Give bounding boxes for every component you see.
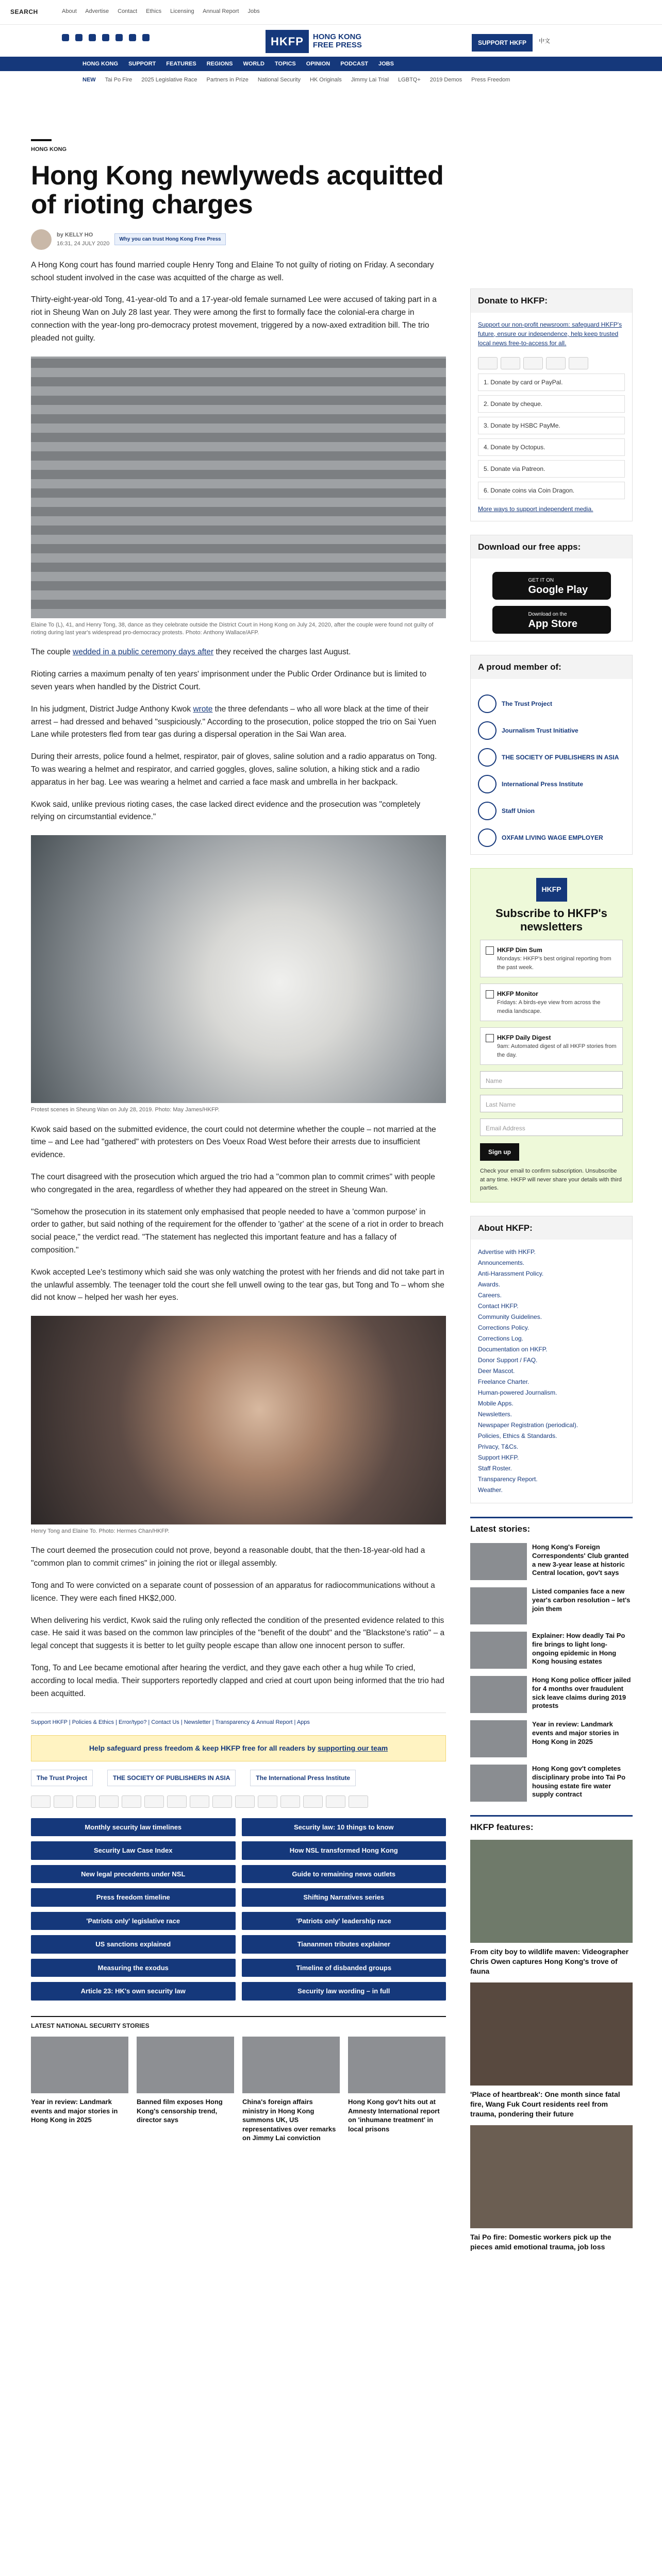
donate-option[interactable]: 6. Donate coins via Coin Dragon. (478, 482, 625, 499)
guide-button[interactable]: Security law: 10 things to know (242, 1818, 446, 1837)
subnav-item[interactable]: 2025 Legislative Race (141, 76, 197, 83)
apps-box (470, 535, 633, 642)
latest-item[interactable] (470, 1543, 633, 1580)
site-header (0, 0, 662, 57)
app-big: Google Play (528, 584, 588, 596)
utility-bar (0, 0, 662, 25)
latest-headline[interactable]: Listed companies face a new year's carbon resolution – let's join them (532, 1587, 631, 1613)
latest-security-heading: LATEST NATIONAL SECURITY STORIES (31, 2016, 446, 2030)
photo-caption: Elaine To (L), 41, and Henry Tong, 38, dance as they celebrate outside the District Court in Hong Kong on July 24, 2020, after the couple were found not guilty of rioting during last year's widespread pro-democracy protests. Photo: Anthony Wallace/AFP. (31, 621, 434, 636)
option-name: HKFP Monitor (497, 990, 538, 998)
newsletter-note: Check your email to confirm subscription. Unsubscribe at any time. HKFP will never share your details with third parties. (480, 1168, 622, 1192)
paypal-icon[interactable] (546, 357, 566, 369)
guide-button[interactable]: Timeline of disbanded groups (242, 1959, 446, 1977)
subnav-item[interactable]: National Security (257, 76, 301, 83)
member-logo[interactable] (478, 748, 625, 767)
article-body (31, 259, 446, 1701)
about-link[interactable]: Newsletters. (478, 1411, 512, 1418)
paragraph: Thirty-eight-year-old Tong, 41-year-old To and a 17-year-old female surnamed Lee were accused of taking part in a riot in Sheung Wan on July 28 last year. They were among the first to formally face the colonial-era charge in connection with the year-long pro-democracy protest movement, triggered by a now-axed extradition bill. The trio pleaded not guilty. (31, 295, 437, 343)
feature-item[interactable] (470, 1840, 633, 1976)
latest-thumbnail (470, 1676, 527, 1713)
email-input[interactable]: Email Address (480, 1118, 623, 1136)
story-card[interactable] (31, 2037, 128, 2143)
option-name: HKFP Dim Sum (497, 946, 542, 954)
donate-option[interactable]: 2. Donate by cheque. (478, 395, 625, 413)
paragraph: Kwok said, unlike previous rioting cases, the case lacked direct evidence and the prosecution was "completely relying on circumstantial evidence." (31, 800, 421, 822)
instagram-icon[interactable] (89, 34, 96, 41)
utility-link[interactable]: Ethics (146, 8, 162, 14)
latest-security-list (31, 2037, 446, 2143)
mastercard-icon[interactable] (54, 1795, 73, 1808)
support-banner (31, 1735, 446, 1761)
donate-option[interactable]: 1. Donate by card or PayPal. (478, 374, 625, 391)
newsletter-logo: HKFP (536, 878, 567, 902)
story-thumbnail (31, 2037, 128, 2093)
feature-image (470, 1982, 633, 2086)
oxfam-icon (478, 828, 496, 847)
story-thumbnail (348, 2037, 445, 2093)
about-link[interactable]: Documentation on HKFP. (478, 1346, 548, 1353)
member-logo[interactable] (478, 775, 625, 793)
site-logo[interactable] (266, 27, 397, 56)
nav-item[interactable]: JOBS (378, 60, 394, 67)
author-avatar (31, 229, 52, 250)
member-box (470, 655, 633, 855)
feature-item[interactable] (470, 2125, 633, 2252)
latest-stories (470, 1517, 633, 1802)
subnav-item[interactable]: Jimmy Lai Trial (351, 76, 389, 83)
feature-item[interactable] (470, 1982, 633, 2119)
story-card[interactable] (242, 2037, 340, 2143)
about-link[interactable]: Announcements. (478, 1259, 525, 1267)
latest-thumbnail (470, 1632, 527, 1669)
google-play-button[interactable] (492, 572, 611, 600)
newsletter-option[interactable] (480, 984, 623, 1021)
about-link[interactable]: Transparency Report. (478, 1476, 538, 1483)
ipi-icon (478, 775, 496, 793)
mastercard-icon[interactable] (501, 357, 520, 369)
last-name-input[interactable]: Last Name (480, 1095, 623, 1112)
payment-methods (31, 1795, 446, 1808)
inline-link[interactable]: wedded in a public ceremony days after (73, 648, 214, 657)
sub-nav (0, 71, 662, 89)
partner-logos (31, 1770, 446, 1786)
guide-button[interactable]: Tiananmen tributes explainer (242, 1935, 446, 1954)
page-title: Hong Kong newlyweds acquitted of rioting charges (31, 160, 444, 219)
subnav-item[interactable]: Tai Po Fire (105, 76, 133, 83)
utility-link[interactable]: Jobs (247, 8, 260, 14)
about-link[interactable]: Staff Roster. (478, 1465, 512, 1472)
member-name: Staff Union (502, 807, 535, 815)
main-nav (0, 57, 662, 71)
visa-icon[interactable] (478, 357, 498, 369)
sopa-icon (478, 748, 496, 767)
latest-item[interactable] (470, 1720, 633, 1757)
youtube-icon[interactable] (102, 34, 109, 41)
story-title[interactable]: Hong Kong gov't hits out at Amnesty International report on 'inhumane treatment' in local prisons (348, 2097, 440, 2133)
donate-title: Donate to HKFP: (471, 289, 632, 313)
guide-button[interactable]: Shifting Narratives series (242, 1888, 446, 1907)
story-card[interactable] (137, 2037, 234, 2143)
text: they received the charges last August. (213, 648, 351, 657)
member-name: OXFAM LIVING WAGE EMPLOYER (502, 834, 603, 841)
about-box (470, 1216, 633, 1504)
nav-item[interactable]: FEATURES (166, 60, 196, 67)
social-icons (62, 34, 150, 41)
about-title: About HKFP: (471, 1216, 632, 1240)
utility-link[interactable]: About (62, 8, 77, 14)
guide-button[interactable]: US sanctions explained (31, 1935, 236, 1954)
paragraph (31, 646, 446, 659)
signup-button[interactable]: Sign up (480, 1143, 519, 1161)
subnav-item[interactable]: HK Originals (309, 76, 342, 83)
paragraph: When delivering his verdict, Kwok said the ruling only reflected the condition of the presented evidence related to this case. He said it was based on the common law principles of the "benefit of the doubt" and the "Blackstone's ratio" – a legal concept that suggests it is better to let guilty people escape than allow one innocent person to suffer. (31, 1616, 445, 1651)
applepay-icon[interactable] (122, 1795, 141, 1808)
paragraph: During their arrests, police found a helmet, respirator, pair of gloves, saline solution and a radio apparatus on Tong. To was wearing a helmet and respirator, and carried goggles, gloves, saline solution, a hiking stick and a radio apparatus in her bag. Lee was wearing a helmet and carried a face mask and umbrella in her backpack. (31, 752, 437, 787)
paragraph: The court deemed the prosecution could not prove, beyond a reasonable doubt, that the then-18-year-old had a "common plan to commit crimes" in joining the riot or illegal assembly. (31, 1546, 425, 1568)
byline-meta (57, 231, 109, 248)
latest-headline[interactable]: Explainer: How deadly Tai Po fire brings to light long-ongoing epidemic in Hong Kong housing estates (532, 1631, 625, 1666)
search-button[interactable]: SEARCH (10, 8, 38, 15)
text: The couple (31, 648, 73, 657)
section-kicker[interactable]: HONG KONG (31, 139, 52, 154)
nav-item[interactable]: OPINION (306, 60, 330, 67)
features-box (470, 1815, 633, 2252)
latest-headline[interactable]: Year in review: Landmark events and major stories in Hong Kong in 2025 (532, 1720, 619, 1745)
paragraph: The court disagreed with the prosecution which argued the trio had a "common plan to commit crimes" with people who congregated in the area, regardless of whether they had appeared on the street in Sheung Wan. (31, 1172, 435, 1194)
googlepay-icon[interactable] (144, 1795, 164, 1808)
paragraph: Kwok said based on the submitted evidence, the court could not determine whether the couple – not married at the time – and Lee had "gathered" with protesters on Des Voeux Road West before their arrests due to insufficient evidence. (31, 1125, 436, 1160)
paragraph (31, 703, 446, 741)
about-link[interactable]: Newspaper Registration (periodical). (478, 1421, 578, 1429)
subnav-item[interactable]: Partners in Prize (206, 76, 249, 83)
option-desc: Fridays: A birds-eye view from across the media landscape. (497, 999, 601, 1014)
feature-headline[interactable]: From city boy to wildlife maven: Videographer Chris Owen captures Hong Kong's trove of fauna (470, 1947, 629, 1976)
latest-item[interactable] (470, 1676, 633, 1713)
about-link[interactable]: Policies, Ethics & Standards. (478, 1432, 557, 1440)
photo-couple-hug (31, 1316, 446, 1524)
author-name[interactable]: by KELLY HO (57, 232, 93, 239)
photo-caption: Protest scenes in Sheung Wan on July 28, 2019. Photo: May James/HKFP. (31, 1107, 220, 1113)
applepay-icon[interactable] (569, 357, 588, 369)
bank-icon[interactable] (326, 1795, 345, 1808)
article-photo (31, 357, 446, 637)
donate-options (478, 374, 625, 499)
octopus-icon[interactable] (190, 1795, 209, 1808)
about-list (478, 1247, 625, 1496)
nav-item[interactable]: WORLD (243, 60, 264, 67)
latest-item[interactable] (470, 1587, 633, 1624)
about-link[interactable]: Careers. (478, 1292, 502, 1299)
threads-icon[interactable] (142, 34, 150, 41)
photo-caption: Henry Tong and Elaine To. Photo: Hermes Chan/HKFP. (31, 1528, 170, 1535)
latest-item[interactable] (470, 1765, 633, 1802)
article-photo (31, 1316, 446, 1535)
member-logo[interactable] (478, 802, 625, 820)
option-desc: 9am: Automated digest of all HKFP stories from the day. (497, 1043, 617, 1058)
facebook-icon[interactable] (62, 34, 69, 41)
logo-line-1: HONG KONG (312, 32, 362, 41)
about-link[interactable]: Freelance Charter. (478, 1378, 529, 1386)
feature-headline[interactable]: Tai Po fire: Domestic workers pick up the pieces amid emotional trauma, job loss (470, 2232, 611, 2251)
about-link[interactable]: Corrections Policy. (478, 1324, 529, 1332)
coin-icon[interactable] (303, 1795, 323, 1808)
about-link[interactable]: Advertise with HKFP. (478, 1248, 536, 1256)
trust-project-icon (478, 694, 496, 713)
member-logo[interactable] (478, 721, 625, 740)
about-link[interactable]: Privacy, T&Cs. (478, 1443, 519, 1451)
partner-logo[interactable]: The Trust Project (31, 1770, 93, 1786)
app-small: Download on the (528, 611, 567, 617)
photo-couple-dancing (31, 357, 446, 618)
story-title[interactable]: Banned film exposes Hong Kong's censorship trend, director says (137, 2097, 223, 2124)
article-photo (31, 835, 446, 1114)
story-thumbnail (242, 2037, 340, 2093)
app-big: App Store (528, 618, 578, 630)
latest-headline[interactable]: Hong Kong gov't completes disciplinary probe into Tai Po housing estate fire water supply contract (532, 1764, 626, 1799)
app-small: GET IT ON (528, 577, 554, 583)
about-link[interactable]: Donor Support / FAQ. (478, 1357, 538, 1364)
guide-button[interactable]: Measuring the exodus (31, 1959, 236, 1977)
member-name: The Trust Project (502, 700, 553, 707)
latest-item[interactable] (470, 1632, 633, 1669)
features-title: HKFP features: (470, 1815, 633, 1834)
latest-thumbnail (470, 1720, 527, 1757)
guide-button[interactable]: Article 23: HK's own security law (31, 1982, 236, 2001)
story-card[interactable] (348, 2037, 445, 2143)
utility-link[interactable]: Annual Report (203, 8, 239, 14)
paragraph: Tong and To were convicted on a separate count of possession of an apparatus for radiocommunications without a licence. They were each fined HK$2,000. (31, 1581, 435, 1603)
donate-intro[interactable]: Support our non-profit newsroom: safeguard HKFP's future, ensure our independence, help keep trusted local news free-to-access for all. (478, 320, 622, 347)
jti-icon (478, 721, 496, 740)
visa-icon[interactable] (31, 1795, 51, 1808)
utility-link[interactable]: Licensing (170, 8, 194, 14)
donate-box (470, 289, 633, 521)
donate-option[interactable]: 4. Donate by Octopus. (478, 438, 625, 456)
alipay-icon[interactable] (212, 1795, 232, 1808)
security-law-guides (31, 1818, 446, 2001)
latest-thumbnail (470, 1543, 527, 1580)
text: the three defendants – who all wore black at the time of their arrest – had dressed and behaved "suspiciously." According to the prosecution, police stopped the trio on Sai Yuen Lane while protesters fled from tear gas during a dispersal operation in the Sai Wan area. (31, 704, 436, 739)
new-label: NEW (82, 76, 96, 83)
linkedin-icon[interactable] (115, 34, 123, 41)
apps-title: Download our free apps: (471, 535, 632, 559)
payme-icon[interactable] (167, 1795, 187, 1808)
text: In his judgment, District Judge Anthony Kwok (31, 704, 193, 714)
paragraph: A Hong Kong court has found married couple Henry Tong and Elaine To not guilty of rioting on Friday. A secondary school student involved in the case was acquitted of the charge as well. (31, 260, 434, 282)
about-link[interactable]: Anti-Harassment Policy. (478, 1270, 544, 1278)
newsletter-option[interactable] (480, 940, 623, 977)
paragraph: Kwok accepted Lee's testimony which said she was only watching the protest with her friends and did not take part in the unlawful assembly. The teenager told the court she fell unwell owing to the tear gas, but Tong and To – whom she did not know – helped her wash her eyes. (31, 1267, 444, 1302)
staff-union-icon (478, 802, 496, 820)
amex-icon[interactable] (76, 1795, 96, 1808)
story-title[interactable]: China's foreign affairs ministry in Hong Kong summons UK, US representatives over remarks on Jimmy Lai conviction (242, 2097, 336, 2142)
logo-line-2: FREE PRESS (312, 41, 362, 49)
about-link[interactable]: Mobile Apps. (478, 1400, 514, 1408)
wechatpay-icon[interactable] (235, 1795, 255, 1808)
option-name: HKFP Daily Digest (497, 1034, 551, 1042)
sidebar (470, 289, 633, 2251)
amex-icon[interactable] (523, 357, 543, 369)
guide-button[interactable]: Press freedom timeline (31, 1888, 236, 1907)
donate-more-link[interactable]: More ways to support independent media. (478, 505, 593, 513)
nav-item[interactable]: TOPICS (275, 60, 296, 67)
partner-logo[interactable]: The International Press Institute (250, 1770, 356, 1786)
about-link[interactable]: Awards. (478, 1281, 501, 1289)
paragraph: "Somehow the prosecution in its statement only emphasised that people needed to have a 'common purpose' in order to gather, but said nothing of the requirement for the offender to 'gather' at the scene of a riot in order to breach social peace," the verdict read. "The statement has neglected this important feature and has a fallacy of composition." (31, 1207, 444, 1255)
member-name: International Press Institute (502, 780, 584, 788)
trust-badge[interactable]: Why you can trust Hong Kong Free Press (114, 233, 225, 245)
about-link[interactable]: Corrections Log. (478, 1335, 524, 1343)
nav-item[interactable]: HONG KONG (82, 60, 119, 67)
logo-mark: HKFP (266, 30, 309, 53)
guide-button[interactable]: Guide to remaining news outlets (242, 1865, 446, 1884)
fps-icon[interactable] (258, 1795, 277, 1808)
latest-title: Latest stories: (470, 1517, 633, 1536)
utility-links (62, 7, 267, 16)
paypal-icon[interactable] (99, 1795, 119, 1808)
byline (31, 229, 446, 250)
publish-date: 16:31, 24 JULY 2020 (57, 240, 110, 247)
utility-link[interactable]: Contact (118, 8, 138, 14)
newsletter-title: Subscribe to HKFP's newsletters (495, 906, 607, 933)
utility-link[interactable]: Advertise (85, 8, 109, 14)
about-link[interactable]: Deer Mascot. (478, 1367, 515, 1375)
guide-button[interactable]: Monthly security law timelines (31, 1818, 236, 1837)
member-name: THE SOCIETY OF PUBLISHERS IN ASIA (502, 753, 619, 761)
subnav-item[interactable]: 2019 Demos (429, 76, 462, 83)
footer-links[interactable]: Support HKFP | Policies & Ethics | Error/typo? | Contact Us | Newsletter | Transparency & Annual Report | Apps (31, 1713, 446, 1727)
donate-payment-icons (478, 357, 625, 369)
app-store-button[interactable] (492, 606, 611, 634)
language-switch[interactable]: 中文 (539, 38, 550, 44)
about-link[interactable]: Support HKFP. (478, 1454, 519, 1462)
feature-image (470, 2125, 633, 2228)
newsletter-option[interactable] (480, 1027, 623, 1065)
photo-protest-scene (31, 835, 446, 1103)
donate-option[interactable]: 3. Donate by HSBC PayMe. (478, 417, 625, 434)
guide-button[interactable]: 'Patriots only' leadership race (242, 1912, 446, 1930)
about-link[interactable]: Contact HKFP. (478, 1302, 519, 1310)
latest-headline[interactable]: Hong Kong's Foreign Correspondents' Club granted a new 3-year lease at historic Central location, gov't says (532, 1543, 629, 1577)
partner-logo[interactable]: THE SOCIETY OF PUBLISHERS IN ASIA (107, 1770, 236, 1786)
newsletter-box (470, 868, 633, 1202)
guide-button[interactable]: How NSL transformed Hong Kong (242, 1841, 446, 1860)
bluesky-icon[interactable] (129, 34, 136, 41)
nav-item[interactable]: REGIONS (206, 60, 233, 67)
subnav-item[interactable]: Press Freedom (471, 76, 510, 83)
member-logo[interactable] (478, 694, 625, 713)
about-link[interactable]: Human-powered Journalism. (478, 1389, 557, 1397)
latest-headline[interactable]: Hong Kong police officer jailed for 4 months over fraudulent sick leave claims during 2019 protests (532, 1675, 631, 1710)
nav-item[interactable]: SUPPORT (128, 60, 156, 67)
guide-button[interactable]: 'Patriots only' legislative race (31, 1912, 236, 1930)
paragraph: Tong, To and Lee became emotional after hearing the verdict, and they gave each other a hug while To cried, according to local media. Their supporters reportedly clapped and cried at court upon being informed that the trio had been acquitted. (31, 1664, 444, 1698)
feature-headline[interactable]: 'Place of heartbreak': One month since fatal fire, Wang Fuk Court residents reel from trauma, pondering their future (470, 2090, 620, 2118)
story-title[interactable]: Year in review: Landmark events and major stories in Hong Kong in 2025 (31, 2097, 118, 2124)
option-desc: Mondays: HKFP's best original reporting from the past week. (497, 956, 611, 971)
latest-thumbnail (470, 1765, 527, 1802)
name-input[interactable]: Name (480, 1071, 623, 1089)
feature-image (470, 1840, 633, 1943)
article (31, 139, 446, 2143)
x-icon[interactable] (75, 34, 82, 41)
support-team-link[interactable]: supporting our team (318, 1743, 388, 1752)
support-hkfp-button[interactable]: SUPPORT HKFP (472, 34, 533, 52)
patreon-icon[interactable] (280, 1795, 300, 1808)
guide-button[interactable]: Security law wording – in full (242, 1982, 446, 2001)
nav-item[interactable]: PODCAST (340, 60, 368, 67)
paragraph: Rioting carries a maximum penalty of ten years' imprisonment under the Public Order Ordinance but is limited to seven years when handled by the District Court. (31, 670, 427, 691)
guide-button[interactable]: Security Law Case Index (31, 1841, 236, 1860)
member-name: Journalism Trust Initiative (502, 726, 578, 734)
member-title: A proud member of: (471, 655, 632, 679)
subnav-item[interactable]: LGBTQ+ (398, 76, 421, 83)
donate-option[interactable]: 5. Donate via Patreon. (478, 460, 625, 478)
logo-text (313, 33, 362, 50)
about-link[interactable]: Community Guidelines. (478, 1313, 542, 1321)
member-logo[interactable] (478, 828, 625, 847)
cheque-icon[interactable] (349, 1795, 368, 1808)
latest-thumbnail (470, 1587, 527, 1624)
story-thumbnail (137, 2037, 234, 2093)
banner-text: Help safeguard press freedom & keep HKFP free for all readers by (89, 1743, 318, 1752)
guide-button[interactable]: New legal precedents under NSL (31, 1865, 236, 1884)
inline-link[interactable]: wrote (193, 704, 213, 714)
about-link[interactable]: Weather. (478, 1486, 503, 1494)
